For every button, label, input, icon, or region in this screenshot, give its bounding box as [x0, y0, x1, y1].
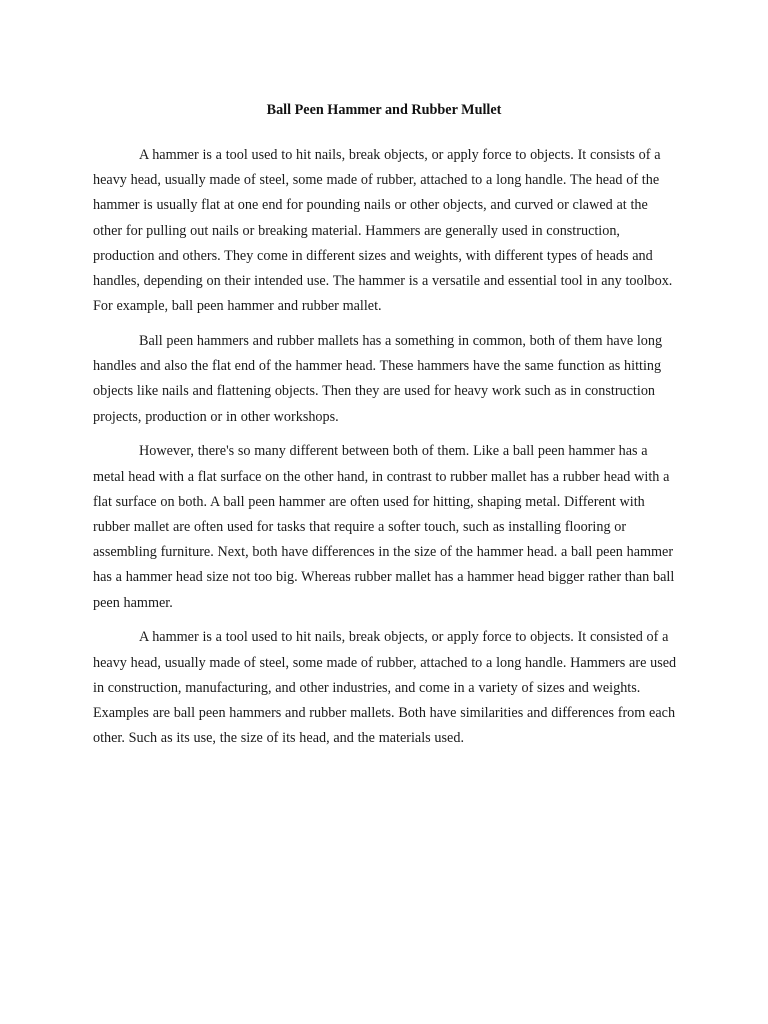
paragraph: However, there's so many different between both of them. Like a ball peen hammer has a metal head with a flat surface on the other hand, in contrast to rubber mallet has a rubber head with a flat surface on both. A ball peen hammer are often used for hitting, shaping metal. Different with rubber mallet are often used for tasks that require a softer touch, such as installing flooring or assembling furniture. Next, both have differences in the size of the hammer head. a ball peen hammer has a hammer head size not too big. Whereas rubber mallet has a hammer head bigger rather than ball peen hammer.	[93, 443, 675, 611]
paragraph: Ball peen hammers and rubber mallets has a something in common, both of them have long handles and also the flat end of the hammer head. These hammers have the same function as hitting objects like nails and flattening objects. Then they are used for heavy work such as in construction projects, production or in other workshops.	[93, 333, 663, 425]
paragraph: A hammer is a tool used to hit nails, break objects, or apply force to objects. It consisted of a heavy head, usually made of steel, some made of rubber, attached to a long handle. Hammers are used in construction, manufacturing, and other industries, and come in a variety of sizes and weights. Examples are ball peen hammers and rubber mallets. Both have similarities and differences from each other. Such as its use, the size of its head, and the materials used.	[93, 629, 677, 747]
document-title: Ball Peen Hammer and Rubber Mullet	[266, 102, 502, 118]
document-body	[93, 143, 677, 751]
paragraph: A hammer is a tool used to hit nails, break objects, or apply force to objects. It consists of a heavy head, usually made of steel, some made of rubber, attached to a long handle. The head of the hammer is usually flat at one end for pounding nails or other objects, and curved or clawed at the other for pulling out nails or breaking material. Hammers are generally used in construction, production and others. They come in different sizes and weights, with different types of heads and handles, depending on their intended use. The hammer is a versatile and essential tool in any toolbox. For example, ball peen hammer and rubber mallet.	[93, 147, 673, 315]
